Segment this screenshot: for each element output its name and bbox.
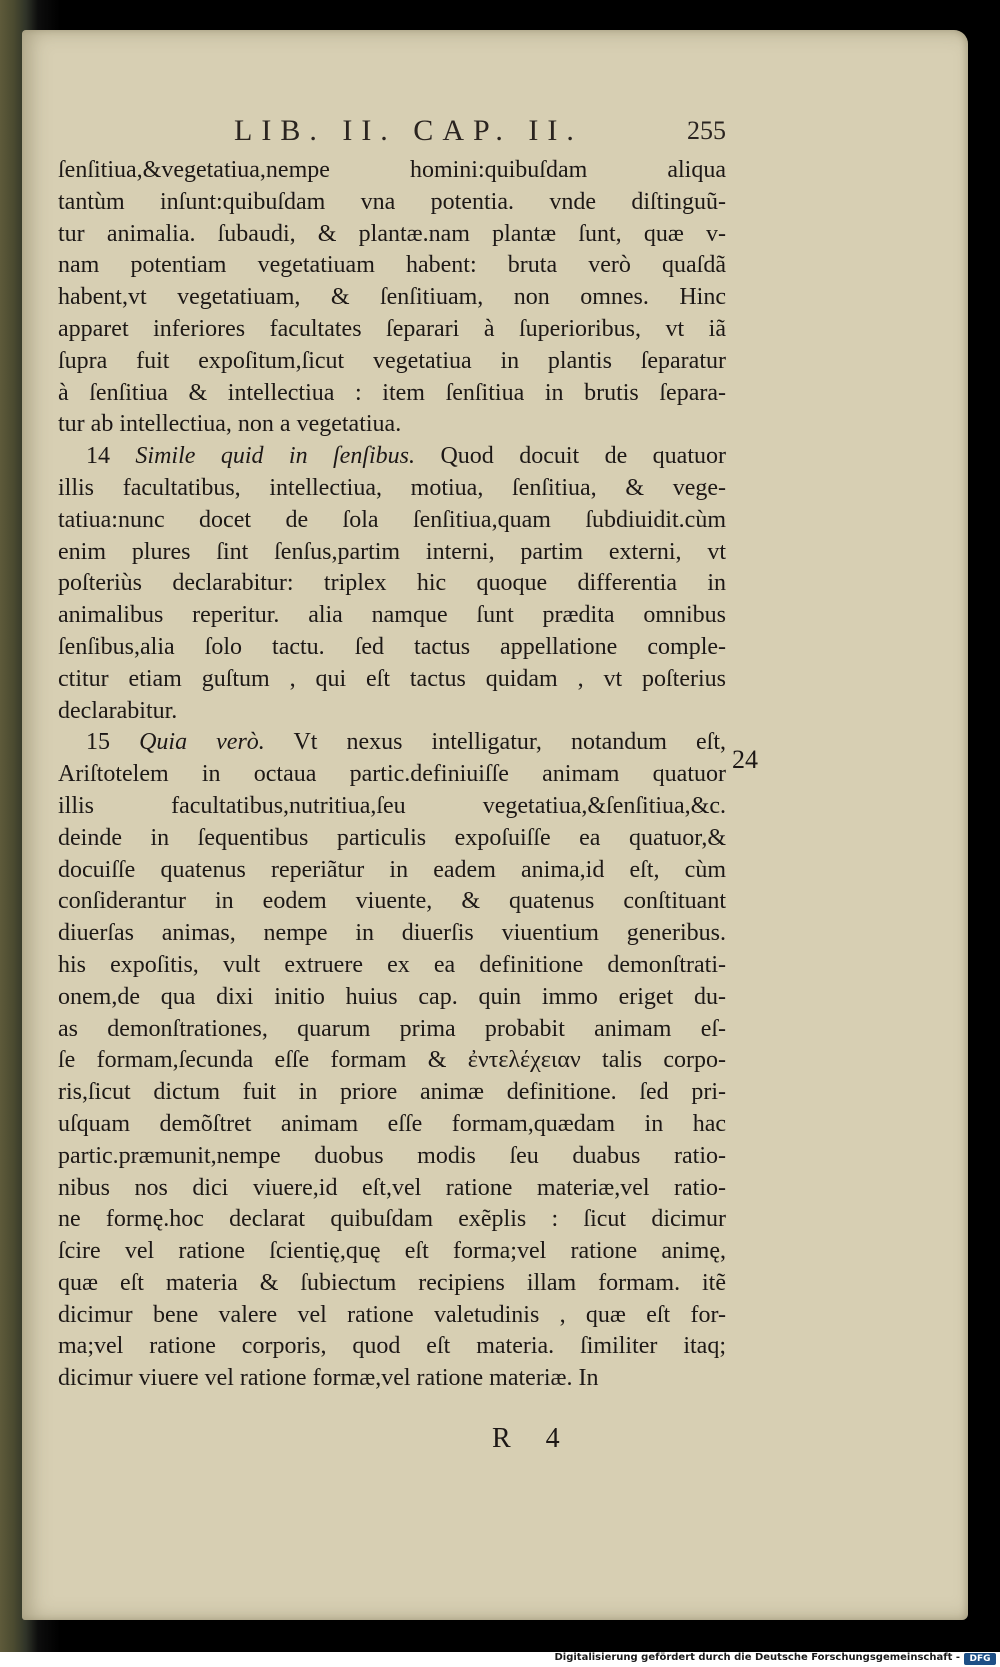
line-text: nibus nos dici viuere,id eſt,vel ratione materiæ,vel ratio- bbox=[58, 1174, 726, 1201]
line-text: ris,ſicut dictum fuit in priore animæ definitione. ſed pri- bbox=[58, 1079, 726, 1106]
line-text: ne formę.hoc declarat quibuſdam exẽplis : ſicut dicimur bbox=[58, 1206, 726, 1233]
running-head: LIB. II. CAP. II. bbox=[234, 114, 583, 147]
line-text: apparet inferiores facultates ſeparari à ſuperioribus, vt iã bbox=[58, 315, 726, 342]
margin-note: 24 bbox=[732, 745, 758, 774]
paragraph-number: 14 bbox=[86, 443, 110, 470]
text-line bbox=[58, 378, 726, 410]
footer-credit: Digitalisierung gefördert durch die Deutsche Forschungsgemeinschaft - bbox=[554, 1652, 960, 1663]
line-text: conſiderantur in eodem viuente, & quatenus conſtituant bbox=[58, 888, 726, 915]
text-line bbox=[58, 537, 726, 569]
text-line bbox=[58, 982, 726, 1014]
line-text: his expoſitis, vult extruere ex ea definitione demonſtrati- bbox=[58, 951, 726, 978]
text-line bbox=[58, 155, 726, 187]
text-line bbox=[58, 314, 726, 346]
text-line bbox=[58, 568, 726, 600]
line-text: animalibus reperitur. alia namque ſunt prædita omnibus bbox=[58, 602, 726, 629]
line-text: ſupra fuit expoſitum,ſicut vegetatiua in plantis ſeparatur bbox=[58, 347, 726, 374]
line-text: nam potentiam vegetatiuam habent: bruta verò quaſdã bbox=[58, 252, 726, 279]
page-header bbox=[22, 114, 968, 147]
line-text: tatiua:nunc docet de ſola ſenſitiua,quam ſubdiuidit.cùm bbox=[58, 506, 726, 533]
line-text: Quod docuit de quatuor bbox=[440, 443, 726, 470]
line-text: ctitur etiam guſtum , qui eſt tactus quidam , vt poſterius bbox=[58, 665, 726, 692]
text-line bbox=[58, 600, 726, 632]
text-line bbox=[58, 1141, 726, 1173]
text-line bbox=[58, 187, 726, 219]
line-text: onem,de qua dixi initio huius cap. quin immo eriget du- bbox=[58, 983, 726, 1010]
text-line bbox=[58, 441, 726, 473]
line-text: Ariſtotelem in octaua partic.definiuiſſe animam quatuor bbox=[58, 761, 726, 788]
line-text: illis facultatibus,nutritiua,ſeu vegetatiua,&ſenſitiua,&c. bbox=[58, 792, 726, 819]
line-text: ſenſibus,alia ſolo tactu. ſed tactus appellatione comple- bbox=[58, 633, 726, 660]
line-text: diuerſas animas, nempe in diuerſis viuentium generibus. bbox=[58, 920, 726, 947]
text-line bbox=[58, 1173, 726, 1205]
line-text: ma;vel ratione corporis, quod eſt materia. ſimiliter itaq; bbox=[58, 1333, 726, 1360]
text-line bbox=[58, 1268, 726, 1300]
text-line bbox=[58, 1014, 726, 1046]
line-text: tur animalia. ſubaudi, & plantæ.nam plantæ ſunt, quæ v- bbox=[58, 220, 726, 247]
text-line bbox=[58, 409, 726, 441]
text-line bbox=[58, 727, 726, 759]
line-text: enim plures ſint ſenſus,partim interni, partim externi, vt bbox=[58, 538, 726, 565]
text-line bbox=[58, 250, 726, 282]
text-line bbox=[58, 950, 726, 982]
line-text: dicimur viuere vel ratione formæ,vel ratione materiæ. In bbox=[58, 1365, 599, 1392]
text-line bbox=[58, 1331, 726, 1363]
page-number: 255 bbox=[687, 116, 726, 145]
line-text: habent,vt vegetatiuam, & ſenſitiuam, non omnes. Hinc bbox=[58, 284, 726, 311]
digitization-footer bbox=[0, 1652, 1000, 1667]
line-text: declarabitur. bbox=[58, 697, 178, 724]
line-text: Vt nexus intelligatur, notandum eſt, bbox=[293, 729, 727, 756]
text-line bbox=[58, 1204, 726, 1236]
line-text: ſe formam,ſecunda eſſe formam & ἐντελέχειαν talis corpo- bbox=[58, 1047, 726, 1074]
text-line bbox=[58, 505, 726, 537]
line-text: ſenſitiua,&vegetatiua,nempe homini:quibuſdam aliqua bbox=[58, 157, 726, 183]
lemma-italic: Quia verò. bbox=[139, 729, 265, 756]
text-line bbox=[58, 1077, 726, 1109]
line-text: uſquam demõſtret animam eſſe formam,quædam in hac bbox=[58, 1110, 726, 1137]
line-text: docuiſſe quatenus reperiãtur in eadem anima,id eſt, cùm bbox=[58, 856, 726, 883]
line-text: illis facultatibus, intellectiua, motiua, ſenſitiua, & vege- bbox=[58, 474, 726, 501]
line-text: deinde in ſequentibus particulis expoſuiſſe ea quatuor,& bbox=[58, 824, 726, 851]
text-line bbox=[58, 1045, 726, 1077]
text-line bbox=[58, 632, 726, 664]
text-line bbox=[58, 1363, 726, 1395]
text-line bbox=[58, 1300, 726, 1332]
text-line bbox=[58, 696, 726, 728]
line-text: partic.præmunit,nempe duobus modis ſeu duabus ratio- bbox=[58, 1142, 726, 1169]
line-text: à ſenſitiua & intellectiua : item ſenſitiua in brutis ſepara- bbox=[58, 379, 726, 406]
paragraph-number: 15 bbox=[86, 729, 110, 756]
text-line bbox=[58, 759, 726, 791]
line-text: tantùm inſunt:quibuſdam vna potentia. vnde diſtinguũ- bbox=[58, 188, 726, 215]
text-line bbox=[58, 886, 726, 918]
text-line bbox=[58, 1236, 726, 1268]
line-text: as demonſtrationes, quarum prima probabit animam eſ- bbox=[58, 1015, 726, 1042]
line-text: tur ab intellectiua, non a vegetatiua. bbox=[58, 411, 402, 438]
line-text: ſcire vel ratione ſcientię,quę eſt forma;vel ratione animę, bbox=[58, 1238, 726, 1265]
text-line bbox=[58, 855, 726, 887]
line-text: poſteriùs declarabitur: triplex hic quoque differentia in bbox=[58, 570, 726, 597]
text-line bbox=[58, 219, 726, 251]
text-line bbox=[58, 664, 726, 696]
text-line bbox=[58, 918, 726, 950]
body-text bbox=[58, 155, 726, 1395]
line-text: dicimur bene valere vel ratione valetudinis , quæ eſt for- bbox=[58, 1301, 726, 1328]
text-line bbox=[58, 791, 726, 823]
lemma-italic: Simile quid in ſenſibus. bbox=[135, 443, 416, 470]
book-page bbox=[22, 30, 968, 1620]
signature-mark: R 4 bbox=[492, 1423, 574, 1454]
line-text: quæ eſt materia & ſubiectum recipiens illam formam. itẽ bbox=[58, 1269, 726, 1296]
text-line bbox=[58, 346, 726, 378]
text-line bbox=[58, 1109, 726, 1141]
text-line bbox=[58, 282, 726, 314]
dfg-logo-icon: DFG bbox=[964, 1653, 996, 1665]
text-line bbox=[58, 823, 726, 855]
text-line bbox=[58, 473, 726, 505]
